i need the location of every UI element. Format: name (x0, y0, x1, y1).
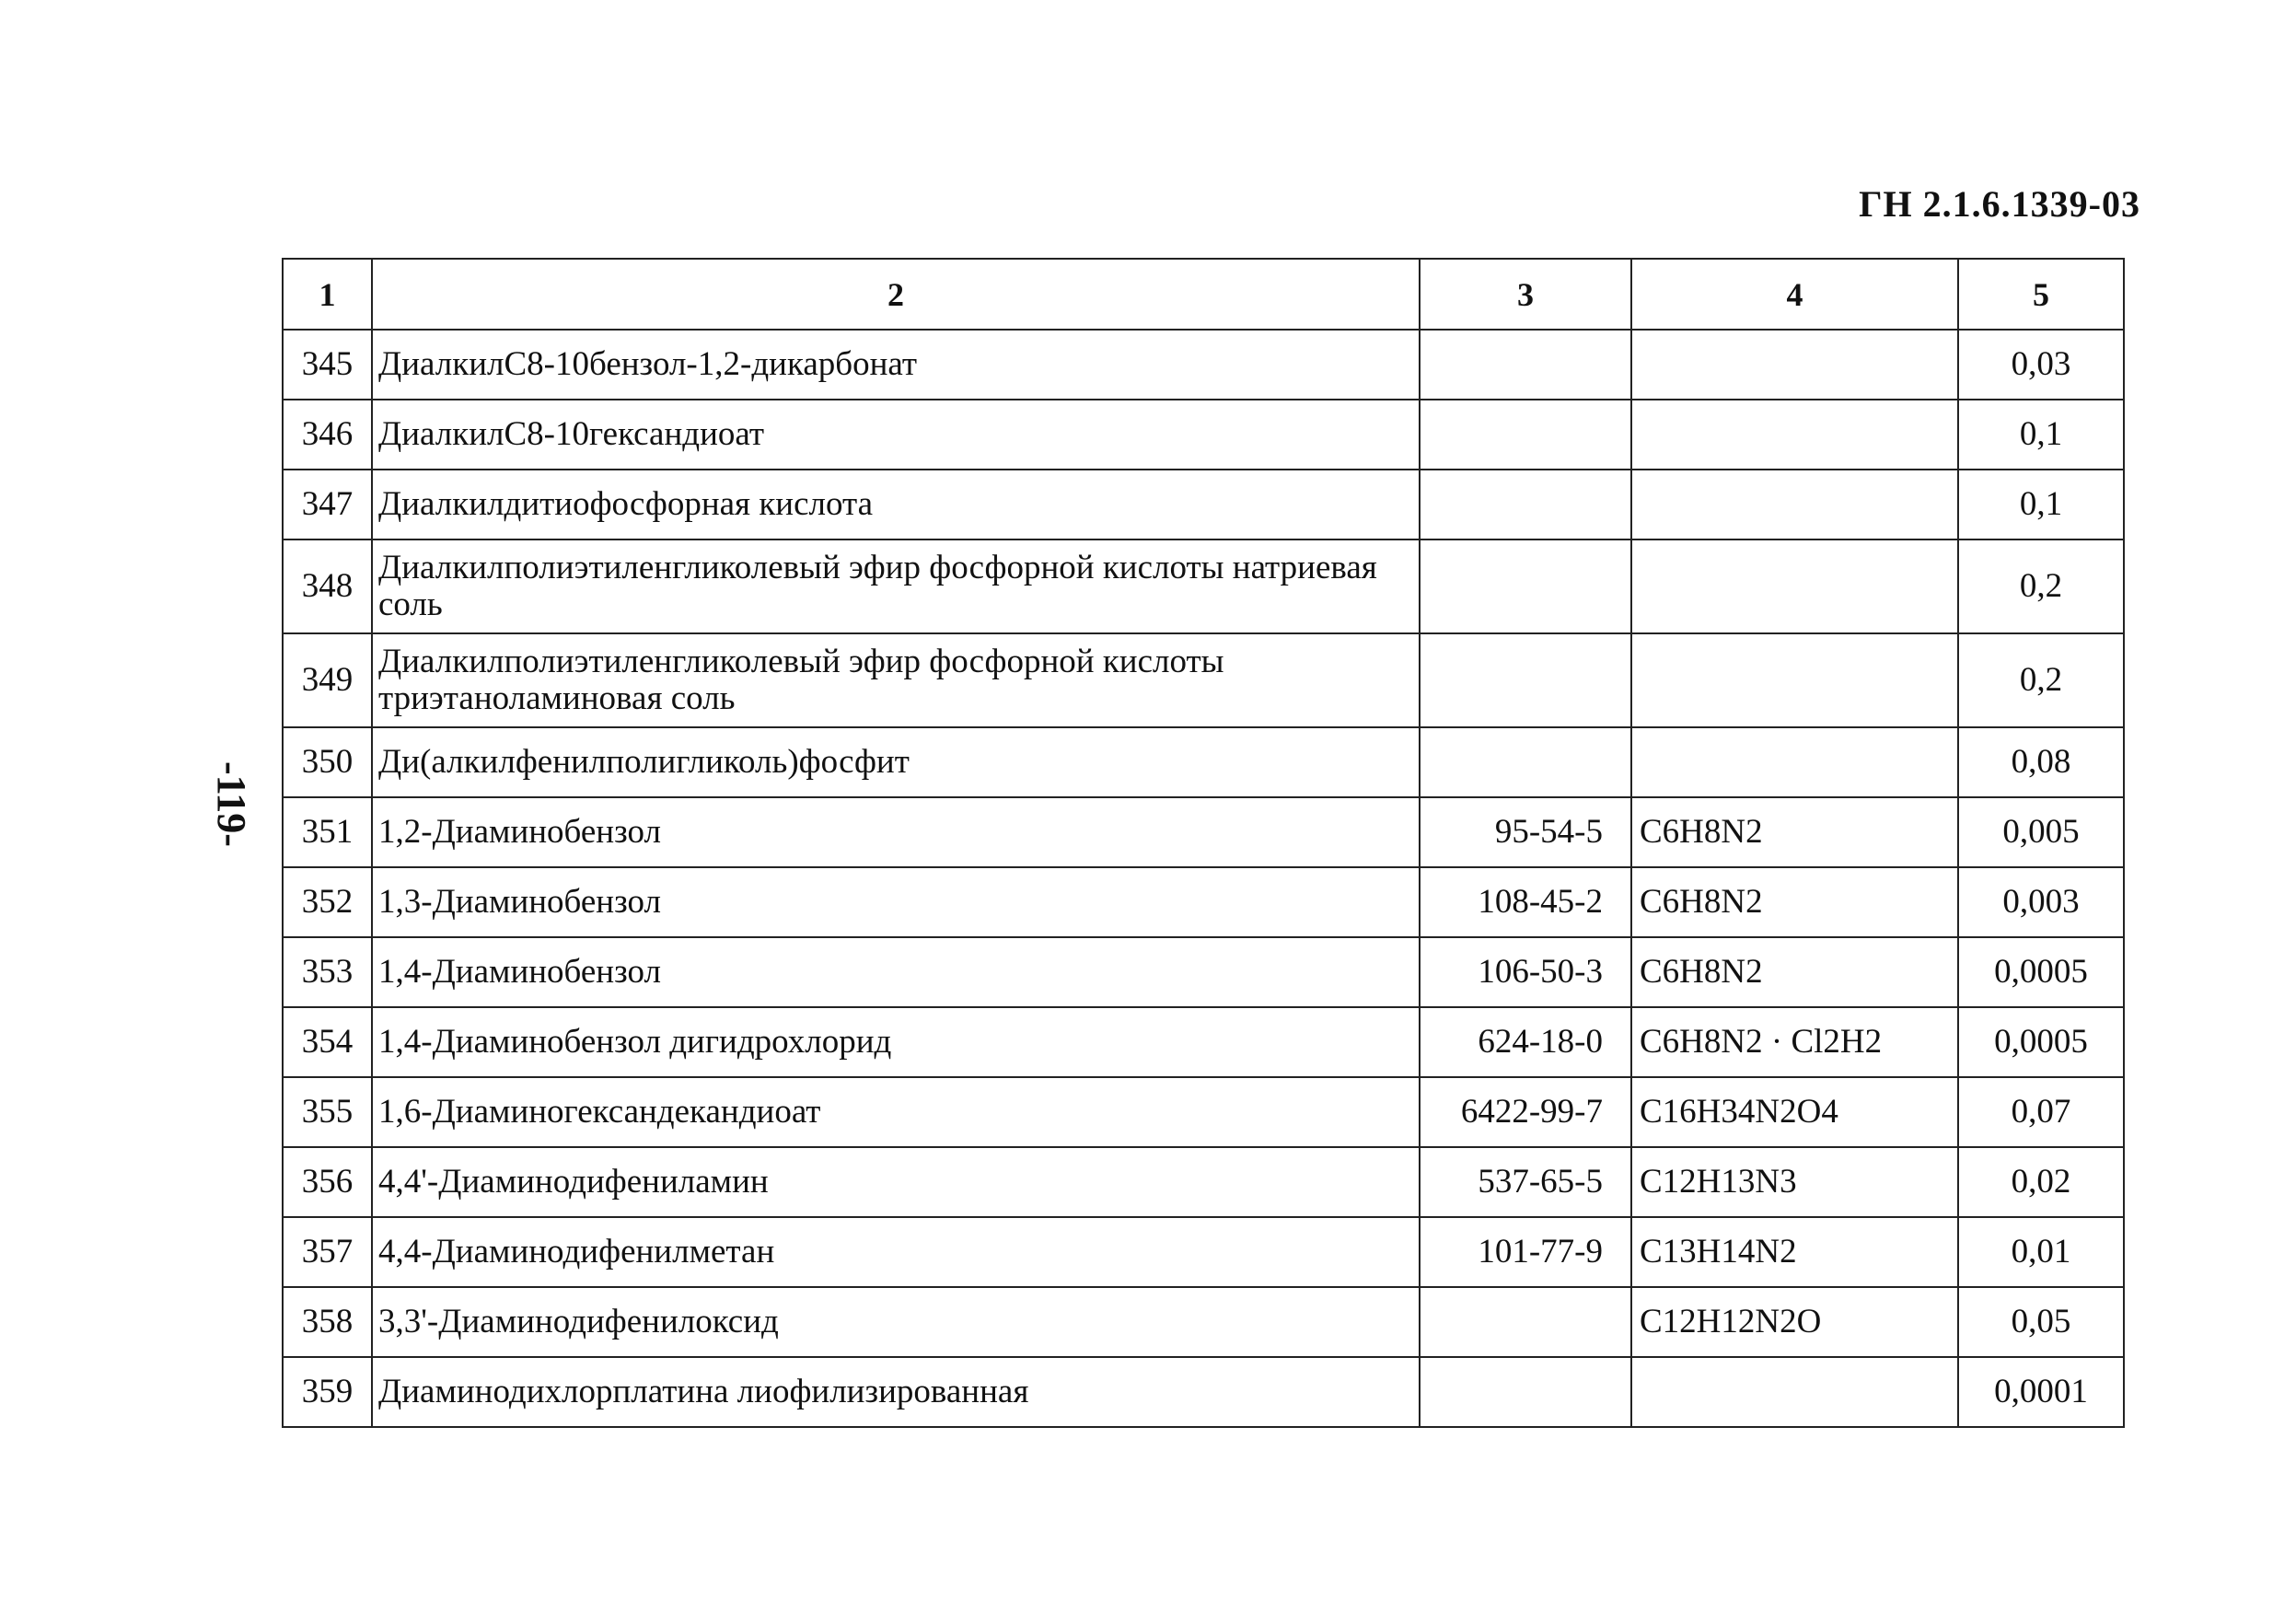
chemical-formula (1631, 470, 1958, 539)
limit-value: 0,08 (1958, 727, 2124, 797)
substance-name: 3,3'-Диаминодифенилоксид (372, 1287, 1420, 1357)
limit-value: 0,01 (1958, 1217, 2124, 1287)
limit-value: 0,003 (1958, 867, 2124, 937)
table-row (283, 867, 2124, 937)
table-row (283, 1287, 2124, 1357)
cas-number (1420, 539, 1631, 633)
limit-value: 0,03 (1958, 330, 2124, 400)
table-row (283, 1077, 2124, 1147)
table-row (283, 1357, 2124, 1427)
substance-name: 4,4-Диаминодифенилметан (372, 1217, 1420, 1287)
chemical-formula: C12H13N3 (1631, 1147, 1958, 1217)
substance-name: 1,2-Диаминобензол (372, 797, 1420, 867)
chemical-formula (1631, 400, 1958, 470)
cas-number (1420, 633, 1631, 727)
substance-name: Диаминодихлорплатина лиофилизированная (372, 1357, 1420, 1427)
cas-number: 108-45-2 (1420, 867, 1631, 937)
row-number: 345 (283, 330, 372, 400)
table-row (283, 1147, 2124, 1217)
substances-table (282, 258, 2125, 1428)
substance-name: Диалкилполиэтиленгликолевый эфир фосфорной кислоты натриевая соль (372, 539, 1420, 633)
cas-number (1420, 727, 1631, 797)
limit-value: 0,005 (1958, 797, 2124, 867)
chemical-formula (1631, 539, 1958, 633)
chemical-formula (1631, 330, 1958, 400)
limit-value: 0,2 (1958, 633, 2124, 727)
chemical-formula: C13H14N2 (1631, 1217, 1958, 1287)
row-number: 357 (283, 1217, 372, 1287)
chemical-formula: C12H12N2O (1631, 1287, 1958, 1357)
substance-name: Диалкилполиэтиленгликолевый эфир фосфорной кислоты триэтаноламиновая соль (372, 633, 1420, 727)
cas-number: 95-54-5 (1420, 797, 1631, 867)
limit-value: 0,1 (1958, 470, 2124, 539)
column-header: 3 (1420, 259, 1631, 330)
table-row (283, 633, 2124, 727)
chemical-formula: C6H8N2 (1631, 867, 1958, 937)
table-header-row (283, 259, 2124, 330)
substance-name: Ди(алкилфенилполигликоль)фосфит (372, 727, 1420, 797)
table-row (283, 797, 2124, 867)
row-number: 348 (283, 539, 372, 633)
table-row (283, 539, 2124, 633)
chemical-formula: C16H34N2O4 (1631, 1077, 1958, 1147)
cas-number: 101-77-9 (1420, 1217, 1631, 1287)
table-row (283, 937, 2124, 1007)
cas-number (1420, 1357, 1631, 1427)
limit-value: 0,0005 (1958, 937, 2124, 1007)
table-row (283, 470, 2124, 539)
limit-value: 0,1 (1958, 400, 2124, 470)
substance-name: 1,4-Диаминобензол дигидрохлорид (372, 1007, 1420, 1077)
table-body (283, 330, 2124, 1427)
limit-value: 0,07 (1958, 1077, 2124, 1147)
substance-name: Диалкилдитиофосфорная кислота (372, 470, 1420, 539)
column-header: 4 (1631, 259, 1958, 330)
row-number: 359 (283, 1357, 372, 1427)
row-number: 350 (283, 727, 372, 797)
row-number: 356 (283, 1147, 372, 1217)
row-number: 349 (283, 633, 372, 727)
row-number: 346 (283, 400, 372, 470)
substance-name: 1,3-Диаминобензол (372, 867, 1420, 937)
column-header: 2 (372, 259, 1420, 330)
column-header: 1 (283, 259, 372, 330)
row-number: 358 (283, 1287, 372, 1357)
table-row (283, 400, 2124, 470)
cas-number (1420, 470, 1631, 539)
row-number: 355 (283, 1077, 372, 1147)
page-number: -119- (208, 761, 254, 847)
row-number: 347 (283, 470, 372, 539)
column-header: 5 (1958, 259, 2124, 330)
row-number: 351 (283, 797, 372, 867)
chemical-formula: C6H8N2 · Cl2H2 (1631, 1007, 1958, 1077)
cas-number: 6422-99-7 (1420, 1077, 1631, 1147)
row-number: 353 (283, 937, 372, 1007)
cas-number: 537-65-5 (1420, 1147, 1631, 1217)
limit-value: 0,05 (1958, 1287, 2124, 1357)
table-row (283, 1217, 2124, 1287)
chemical-formula: C6H8N2 (1631, 937, 1958, 1007)
substance-name: 1,4-Диаминобензол (372, 937, 1420, 1007)
table-row (283, 1007, 2124, 1077)
substance-name: 1,6-Диаминогександекандиоат (372, 1077, 1420, 1147)
row-number: 354 (283, 1007, 372, 1077)
substance-name: ДиалкилС8-10гександиоат (372, 400, 1420, 470)
cas-number: 106-50-3 (1420, 937, 1631, 1007)
chemical-formula (1631, 1357, 1958, 1427)
limit-value: 0,0001 (1958, 1357, 2124, 1427)
table-row (283, 330, 2124, 400)
cas-number (1420, 400, 1631, 470)
cas-number: 624-18-0 (1420, 1007, 1631, 1077)
chemical-formula (1631, 633, 1958, 727)
cas-number (1420, 330, 1631, 400)
substance-name: ДиалкилС8-10бензол-1,2-дикарбонат (372, 330, 1420, 400)
table-row (283, 727, 2124, 797)
document-code: ГН 2.1.6.1339-03 (1859, 183, 2140, 225)
limit-value: 0,2 (1958, 539, 2124, 633)
chemical-formula: C6H8N2 (1631, 797, 1958, 867)
chemical-formula (1631, 727, 1958, 797)
substance-name: 4,4'-Диаминодифениламин (372, 1147, 1420, 1217)
row-number: 352 (283, 867, 372, 937)
limit-value: 0,0005 (1958, 1007, 2124, 1077)
limit-value: 0,02 (1958, 1147, 2124, 1217)
cas-number (1420, 1287, 1631, 1357)
